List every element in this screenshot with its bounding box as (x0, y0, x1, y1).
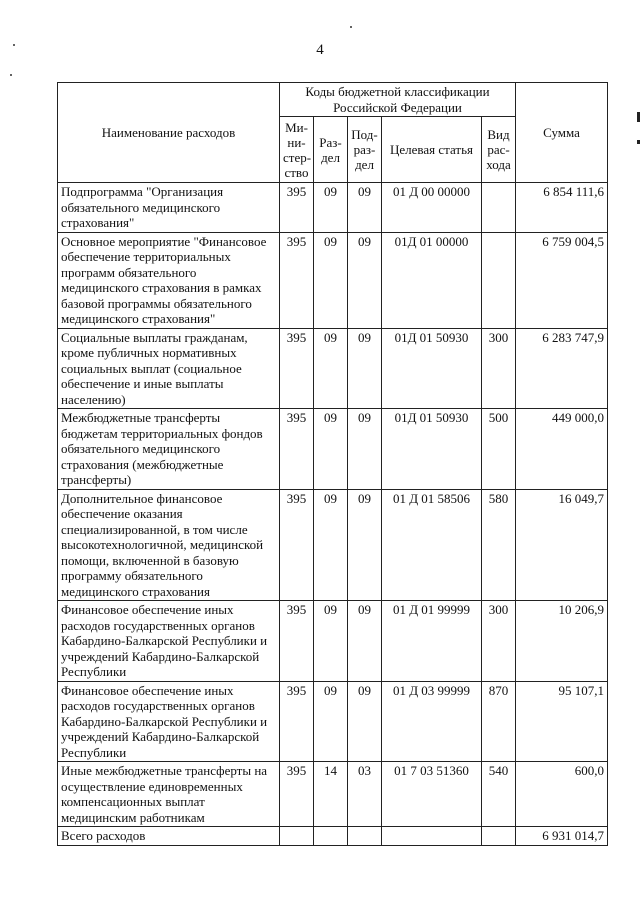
scan-speck (10, 74, 12, 76)
row-amount: 6 759 004,5 (516, 232, 608, 328)
row-amount: 10 206,9 (516, 601, 608, 682)
row-expense-type (482, 232, 516, 328)
table-header-row (58, 83, 608, 117)
header-expense-type: Вид рас- хода (482, 117, 516, 183)
row-target: 01 Д 00 00000 (382, 183, 482, 233)
page-number: 4 (316, 42, 324, 58)
row-expense-type: 580 (482, 489, 516, 601)
total-label: Всего расходов (58, 827, 280, 846)
row-target: 01 Д 01 58506 (382, 489, 482, 601)
row-target: 01 Д 03 99999 (382, 681, 482, 762)
row-section: 09 (314, 489, 348, 601)
table-row (58, 762, 608, 827)
row-name: Дополнительное финансовое обеспечение оказания специализированной, в том числе высокотехнологичной, медицинской помощи, включенной в базовую программу обязательного медицинского страхования (58, 489, 280, 601)
row-subsection: 09 (348, 183, 382, 233)
header-amount: Сумма (516, 83, 608, 183)
row-section: 09 (314, 232, 348, 328)
row-name: Финансовое обеспечение иных расходов государственных органов Кабардино-Балкарской Республики и учреждений Кабардино-Балкарской Республики (58, 601, 280, 682)
total-empty-cell (482, 827, 516, 846)
row-amount: 6 854 111,6 (516, 183, 608, 233)
row-ministry: 395 (280, 183, 314, 233)
table-row (58, 328, 608, 409)
row-expense-type: 540 (482, 762, 516, 827)
row-amount: 449 000,0 (516, 409, 608, 490)
row-section: 09 (314, 681, 348, 762)
total-amount: 6 931 014,7 (516, 827, 608, 846)
row-ministry: 395 (280, 762, 314, 827)
row-target: 01 7 03 51360 (382, 762, 482, 827)
row-subsection: 09 (348, 328, 382, 409)
row-name: Социальные выплаты гражданам, кроме публичных нормативных социальных выплат (социальное обеспечение и иные выплаты населению) (58, 328, 280, 409)
row-expense-type: 870 (482, 681, 516, 762)
row-ministry: 395 (280, 328, 314, 409)
row-ministry: 395 (280, 232, 314, 328)
row-expense-type: 300 (482, 328, 516, 409)
row-subsection: 03 (348, 762, 382, 827)
scan-speck (13, 44, 15, 46)
row-section: 09 (314, 409, 348, 490)
total-empty-cell (280, 827, 314, 846)
row-subsection: 09 (348, 601, 382, 682)
row-name: Межбюджетные трансферты бюджетам территориальных фондов обязательного медицинского страхования (межбюджетные трансферты) (58, 409, 280, 490)
total-empty-cell (382, 827, 482, 846)
header-target: Целевая статья (382, 117, 482, 183)
row-expense-type: 300 (482, 601, 516, 682)
row-target: 01 Д 01 99999 (382, 601, 482, 682)
row-name: Подпрограмма "Организация обязательного медицинского страхования" (58, 183, 280, 233)
row-name: Основное мероприятие "Финансовое обеспечение территориальных программ обязательного медицинского страхования в рамках базовой программы обязательного медицинского страхования" (58, 232, 280, 328)
header-section: Раз- дел (314, 117, 348, 183)
header-name: Наименование расходов (58, 83, 280, 183)
row-subsection: 09 (348, 681, 382, 762)
row-expense-type (482, 183, 516, 233)
row-amount: 600,0 (516, 762, 608, 827)
table-row (58, 232, 608, 328)
total-empty-cell (314, 827, 348, 846)
row-name: Иные межбюджетные трансферты на осуществление единовременных компенсационных выплат медицинским работникам (58, 762, 280, 827)
scan-speck (350, 26, 352, 28)
row-subsection: 09 (348, 409, 382, 490)
table-row (58, 409, 608, 490)
row-target: 01Д 01 50930 (382, 328, 482, 409)
row-subsection: 09 (348, 232, 382, 328)
row-ministry: 395 (280, 681, 314, 762)
row-section: 14 (314, 762, 348, 827)
row-section: 09 (314, 601, 348, 682)
row-section: 09 (314, 328, 348, 409)
row-ministry: 395 (280, 409, 314, 490)
row-ministry: 395 (280, 489, 314, 601)
header-ministry: Ми- ни- стер- ство (280, 117, 314, 183)
table-row (58, 489, 608, 601)
table-row (58, 183, 608, 233)
row-expense-type: 500 (482, 409, 516, 490)
row-amount: 16 049,7 (516, 489, 608, 601)
row-target: 01Д 01 50930 (382, 409, 482, 490)
header-codes-group: Коды бюджетной классификации Российской Федерации (280, 83, 516, 117)
row-section: 09 (314, 183, 348, 233)
header-subsection: Под- раз- дел (348, 117, 382, 183)
row-target: 01Д 01 00000 (382, 232, 482, 328)
row-amount: 6 283 747,9 (516, 328, 608, 409)
table-total-row (58, 827, 608, 846)
row-name: Финансовое обеспечение иных расходов государственных органов Кабардино-Балкарской Республики и учреждений Кабардино-Балкарской Республики (58, 681, 280, 762)
row-ministry: 395 (280, 601, 314, 682)
row-subsection: 09 (348, 489, 382, 601)
total-empty-cell (348, 827, 382, 846)
expenses-table (57, 82, 608, 846)
table-row (58, 681, 608, 762)
table-row (58, 601, 608, 682)
row-amount: 95 107,1 (516, 681, 608, 762)
